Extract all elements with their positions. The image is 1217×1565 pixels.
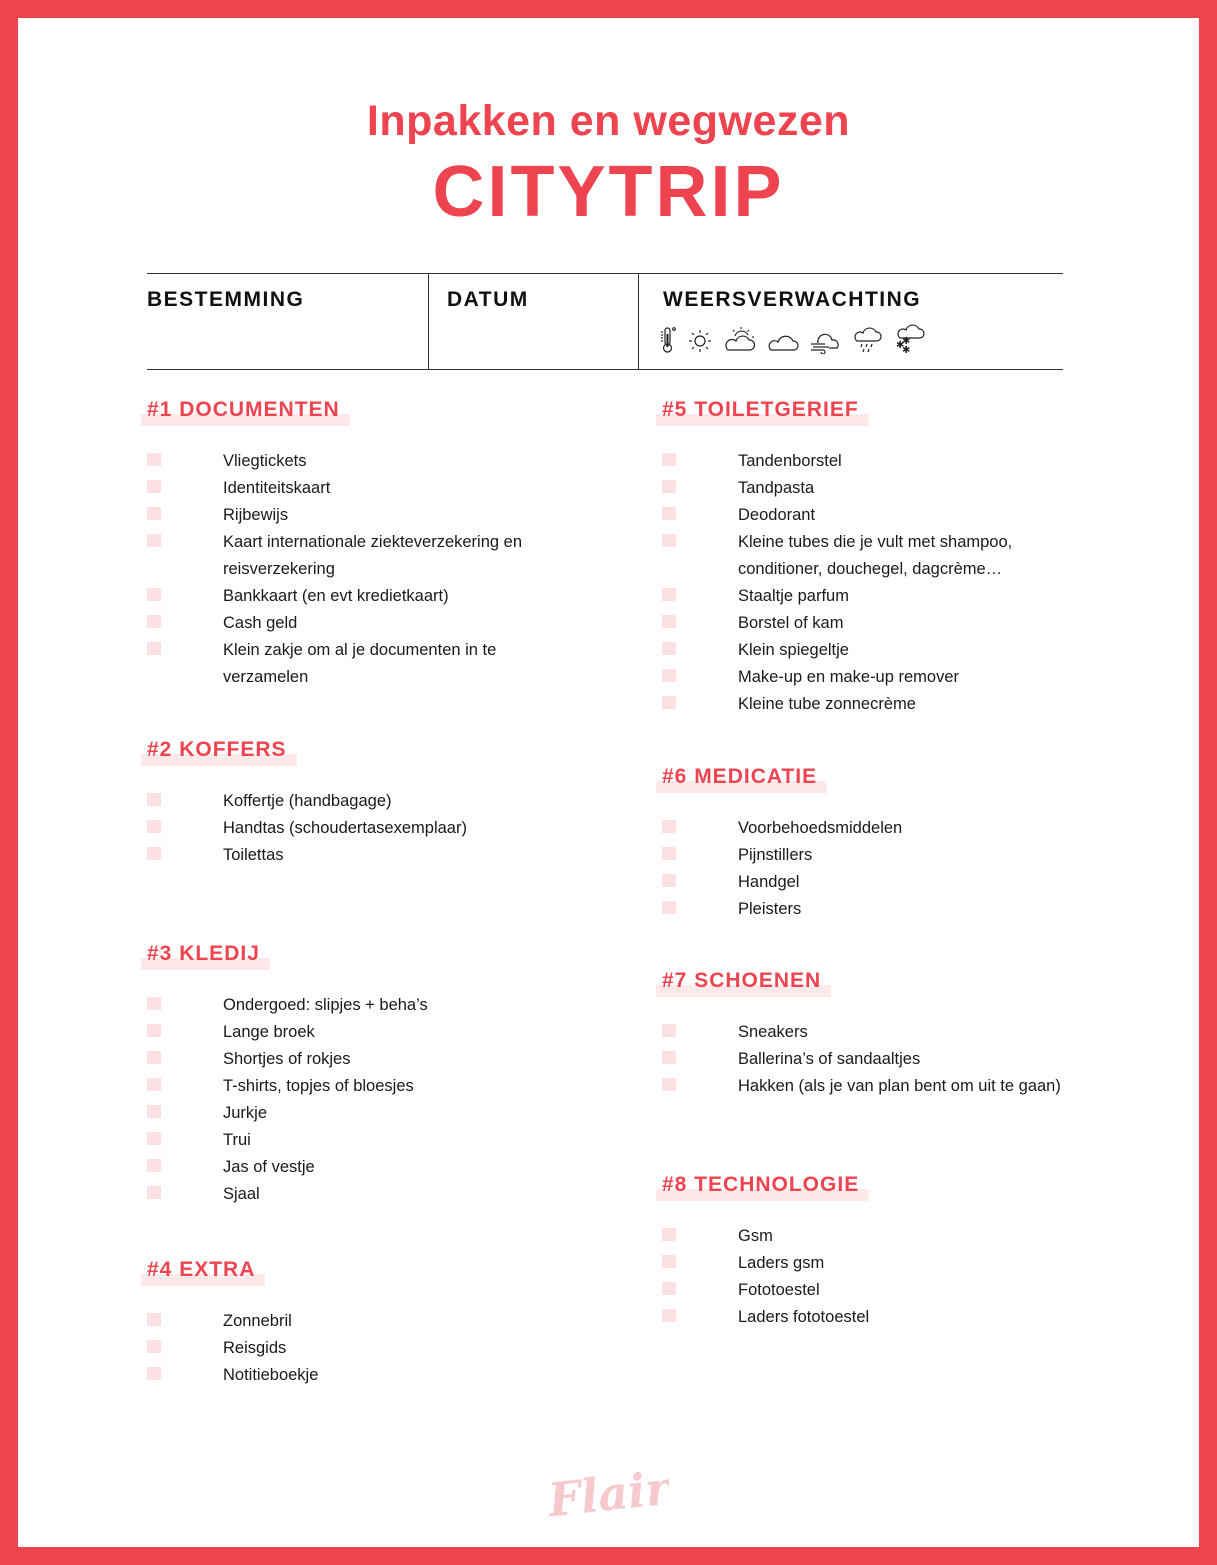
section-title: #3 KLEDIJ bbox=[147, 940, 264, 970]
checkbox[interactable] bbox=[147, 1159, 161, 1172]
list-item[interactable]: Kleine tubes die je vult met shampoo, conditioner, douchegel, dagcrème… bbox=[662, 529, 1083, 583]
checkbox[interactable] bbox=[147, 1132, 161, 1145]
rain-cloud-icon[interactable] bbox=[853, 324, 883, 354]
list-item[interactable]: Pleisters bbox=[662, 896, 1082, 923]
trip-info-table bbox=[147, 273, 1063, 370]
checkbox[interactable] bbox=[147, 793, 161, 806]
checklist bbox=[662, 1223, 1082, 1331]
checklist bbox=[662, 448, 1082, 718]
checkbox[interactable] bbox=[662, 480, 676, 493]
list-item[interactable]: Kaart internationale ziekteverzekering en reisverzekering bbox=[147, 529, 543, 583]
list-item[interactable]: Klein spiegeltje bbox=[662, 637, 1082, 664]
checklist bbox=[662, 815, 1082, 923]
list-item[interactable]: Bankkaart (en evt kredietkaart) bbox=[147, 583, 627, 610]
checkbox[interactable] bbox=[662, 847, 676, 860]
weather-cell bbox=[639, 274, 1063, 369]
list-item[interactable]: Staaltje parfum bbox=[662, 583, 1082, 610]
checklist bbox=[147, 448, 627, 691]
list-item[interactable]: Handtas (schoudertasexemplaar) bbox=[147, 815, 627, 842]
checkbox[interactable] bbox=[662, 453, 676, 466]
list-item[interactable]: T-shirts, topjes of bloesjes bbox=[147, 1073, 627, 1100]
list-item[interactable]: Zonnebril bbox=[147, 1308, 627, 1335]
checkbox[interactable] bbox=[662, 1228, 676, 1241]
svg-text:✱: ✱ bbox=[902, 336, 912, 347]
weather-icon-row bbox=[659, 322, 925, 354]
destination-label: BESTEMMING bbox=[147, 288, 305, 311]
section-toiletgerief bbox=[662, 396, 1082, 718]
checkbox[interactable] bbox=[662, 1282, 676, 1295]
checkbox[interactable] bbox=[662, 820, 676, 833]
date-label: DATUM bbox=[447, 288, 529, 311]
list-item[interactable]: Pijnstillers bbox=[662, 842, 1082, 869]
checkbox[interactable] bbox=[662, 1051, 676, 1064]
list-item[interactable]: Notitieboekje bbox=[147, 1362, 627, 1389]
checkbox[interactable] bbox=[662, 874, 676, 887]
section-documenten bbox=[147, 396, 627, 691]
checkbox[interactable] bbox=[147, 507, 161, 520]
checkbox[interactable] bbox=[147, 1024, 161, 1037]
checklist bbox=[147, 992, 627, 1208]
list-item[interactable]: Jurkje bbox=[147, 1100, 627, 1127]
section-title: #5 TOILETGERIEF bbox=[662, 396, 863, 426]
checkbox[interactable] bbox=[147, 1051, 161, 1064]
checkbox[interactable] bbox=[147, 847, 161, 860]
checkbox[interactable] bbox=[147, 1367, 161, 1380]
sun-cloud-icon[interactable] bbox=[723, 326, 757, 354]
section-koffers bbox=[147, 736, 627, 869]
section-schoenen bbox=[662, 967, 1082, 1100]
flair-logo bbox=[18, 1466, 1199, 1531]
date-cell[interactable] bbox=[429, 274, 639, 369]
section-title: #8 TECHNOLOGIE bbox=[662, 1171, 863, 1201]
section-title: #7 SCHOENEN bbox=[662, 967, 825, 997]
list-item[interactable]: Voorbehoedsmiddelen bbox=[662, 815, 1082, 842]
list-item[interactable]: Tandpasta bbox=[662, 475, 1082, 502]
list-item[interactable]: Koffertje (handbagage) bbox=[147, 788, 627, 815]
list-item[interactable]: Gsm bbox=[662, 1223, 1082, 1250]
checkbox[interactable] bbox=[662, 1309, 676, 1322]
list-item[interactable]: Fototoestel bbox=[662, 1277, 1082, 1304]
checkbox[interactable] bbox=[662, 1255, 676, 1268]
cloud-icon[interactable] bbox=[767, 330, 799, 354]
list-item[interactable]: Vliegtickets bbox=[147, 448, 627, 475]
checkbox[interactable] bbox=[662, 615, 676, 628]
section-kledij bbox=[147, 940, 627, 1208]
list-item[interactable]: Klein zakje om al je documenten in te verzamelen bbox=[147, 637, 523, 691]
checklist bbox=[147, 1308, 627, 1389]
thermometer-icon[interactable] bbox=[659, 326, 677, 354]
checkbox[interactable] bbox=[147, 1313, 161, 1326]
checkbox[interactable] bbox=[662, 642, 676, 655]
checkbox[interactable] bbox=[662, 588, 676, 601]
checkbox[interactable] bbox=[147, 997, 161, 1010]
list-item[interactable]: Jas of vestje bbox=[147, 1154, 627, 1181]
list-item[interactable]: Laders fototoestel bbox=[662, 1304, 1082, 1331]
svg-text:✱: ✱ bbox=[902, 345, 912, 354]
checkbox[interactable] bbox=[662, 534, 676, 547]
page-subtitle: Inpakken en wegwezen bbox=[366, 97, 851, 145]
list-item[interactable]: Ondergoed: slipjes + beha’s bbox=[147, 992, 627, 1019]
checkbox[interactable] bbox=[662, 901, 676, 914]
list-item[interactable]: Shortjes of rokjes bbox=[147, 1046, 627, 1073]
checkbox[interactable] bbox=[147, 1105, 161, 1118]
svg-text:Flair: Flair bbox=[548, 1466, 669, 1526]
section-title: #6 MEDICATIE bbox=[662, 763, 821, 793]
checkbox[interactable] bbox=[147, 642, 161, 655]
list-item[interactable]: Laders gsm bbox=[662, 1250, 1082, 1277]
checkbox[interactable] bbox=[147, 820, 161, 833]
checklist bbox=[147, 788, 627, 869]
checkbox[interactable] bbox=[662, 1078, 676, 1091]
checkbox[interactable] bbox=[662, 507, 676, 520]
checkbox[interactable] bbox=[147, 1078, 161, 1091]
list-item[interactable]: Hakken (als je van plan bent om uit te gaan) bbox=[662, 1073, 1068, 1100]
list-item[interactable]: Handgel bbox=[662, 869, 1082, 896]
list-item[interactable]: Tandenborstel bbox=[662, 448, 1082, 475]
checklist bbox=[662, 1019, 1082, 1100]
page-title: CITYTRIP bbox=[432, 152, 785, 232]
list-item[interactable]: Trui bbox=[147, 1127, 627, 1154]
list-item[interactable]: Reisgids bbox=[147, 1335, 627, 1362]
list-item[interactable]: Sjaal bbox=[147, 1181, 627, 1208]
checkbox[interactable] bbox=[147, 615, 161, 628]
title-block bbox=[18, 96, 1199, 234]
checkbox[interactable] bbox=[147, 588, 161, 601]
checkbox[interactable] bbox=[147, 534, 161, 547]
section-extra bbox=[147, 1256, 627, 1389]
list-item[interactable]: Rijbewijs bbox=[147, 502, 627, 529]
checkbox[interactable] bbox=[147, 453, 161, 466]
weather-label: WEERSVERWACHTING bbox=[663, 288, 922, 311]
checkbox[interactable] bbox=[147, 1340, 161, 1353]
list-item[interactable]: Borstel of kam bbox=[662, 610, 1082, 637]
checkbox[interactable] bbox=[662, 669, 676, 682]
list-item[interactable]: Sneakers bbox=[662, 1019, 1082, 1046]
list-item[interactable]: Identiteitskaart bbox=[147, 475, 627, 502]
checkbox[interactable] bbox=[147, 1186, 161, 1199]
section-technologie bbox=[662, 1171, 1082, 1331]
checkbox[interactable] bbox=[147, 480, 161, 493]
destination-cell[interactable] bbox=[147, 274, 429, 369]
checkbox[interactable] bbox=[662, 1024, 676, 1037]
list-item[interactable]: Deodorant bbox=[662, 502, 1082, 529]
section-title: #4 EXTRA bbox=[147, 1256, 259, 1286]
list-item[interactable]: Toilettas bbox=[147, 842, 627, 869]
section-title: #2 KOFFERS bbox=[147, 736, 291, 766]
wind-cloud-icon[interactable] bbox=[809, 328, 843, 354]
list-item[interactable]: Kleine tube zonnecrème bbox=[662, 691, 1082, 718]
section-title: #1 DOCUMENTEN bbox=[147, 396, 344, 426]
list-item[interactable]: Make-up en make-up remover bbox=[662, 664, 1082, 691]
list-item[interactable]: Ballerina’s of sandaaltjes bbox=[662, 1046, 1082, 1073]
list-item[interactable]: Lange broek bbox=[147, 1019, 627, 1046]
svg-text:✱: ✱ bbox=[896, 340, 906, 351]
checkbox[interactable] bbox=[662, 696, 676, 709]
snow-cloud-icon[interactable] bbox=[893, 322, 925, 354]
section-medicatie bbox=[662, 763, 1082, 923]
sun-icon[interactable] bbox=[687, 328, 713, 354]
list-item[interactable]: Cash geld bbox=[147, 610, 627, 637]
